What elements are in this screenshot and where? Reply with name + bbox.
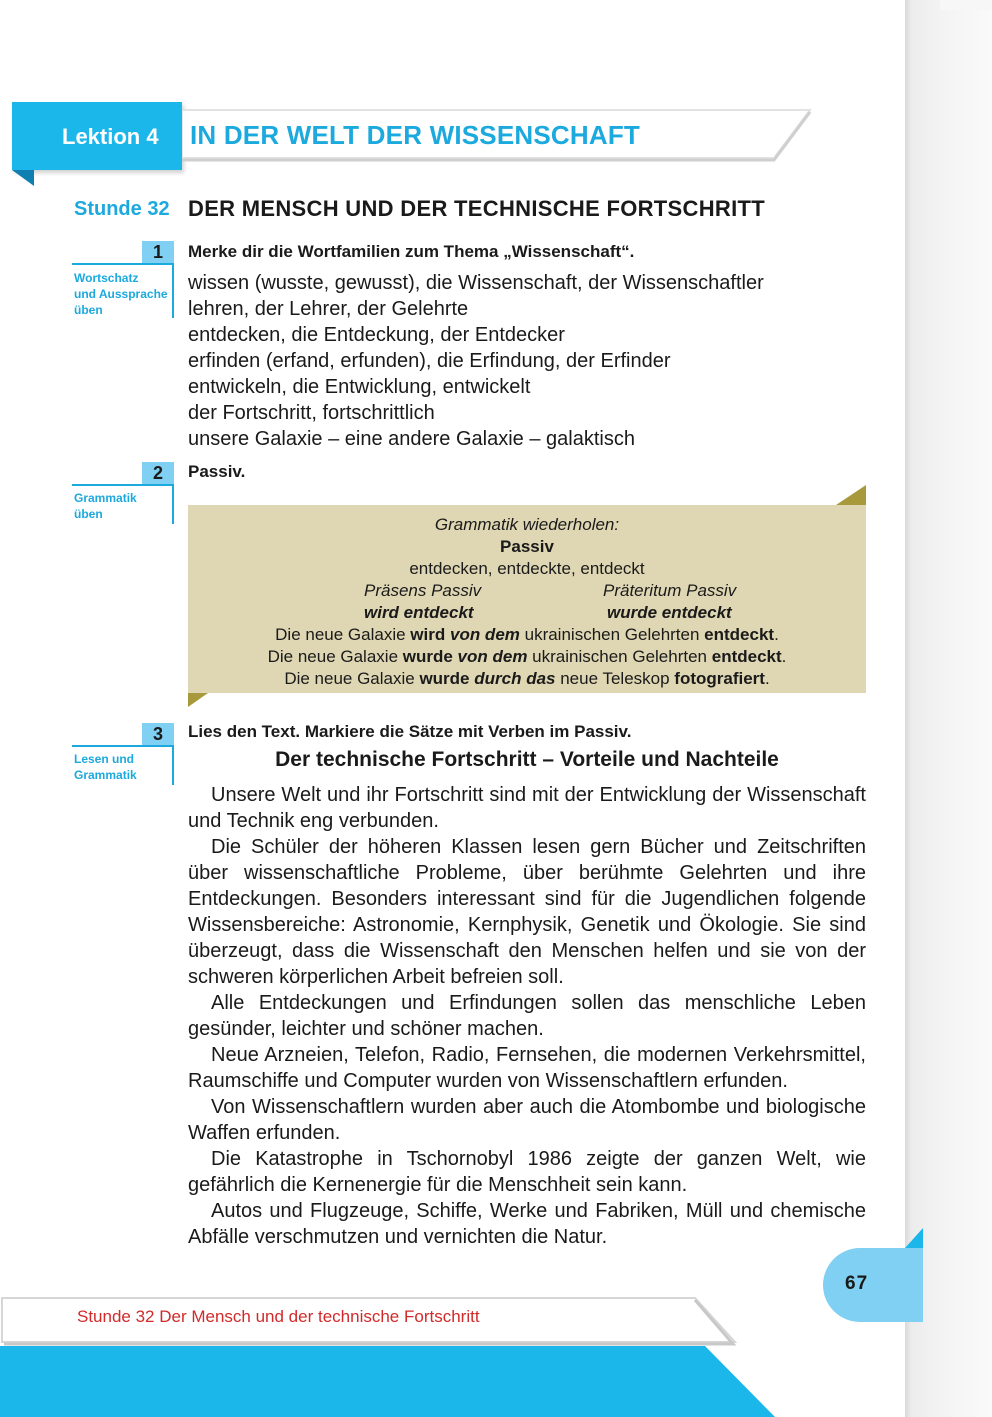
reading-text-title: Der technische Fortschritt – Vorteile und Nachteile: [275, 748, 779, 771]
word-family-line: unsere Galaxie – eine andere Galaxie – galaktisch: [188, 428, 635, 450]
grammar-verb-forms: entdecken, entdeckte, entdeckt: [409, 559, 645, 578]
exercise-1-rule: [72, 263, 174, 265]
reading-paragraph: Autos und Flugzeuge, Schiffe, Werke und Fabriken, Müll und chemische Abfälle verschmutzen und vernichten die Natur.: [188, 1200, 866, 1248]
footer-running-title: Stunde 32 Der Mensch und der technische Fortschritt: [77, 1307, 480, 1326]
lektion-label: Lektion 4: [62, 124, 159, 149]
word-family-line: entdecken, die Entdeckung, der Entdecker: [188, 324, 565, 346]
stunde-title: DER MENSCH UND DER TECHNISCHE FORTSCHRITT: [188, 196, 765, 221]
reading-paragraph: Die Schüler der höheren Klassen lesen gern Bücher und Zeitschriften über wissenschaftliche Probleme, über berühmte Gelehrten und ihre Entdeckungen. Besonders interessant sind für die Jugendlichen folgende Wissensbereiche: Astronomie, Kernphysik, Genetik und Ökologie. Sie sind überzeugt, dass die Wissenschaft den Menschen helfen und sie von der schweren körperlichen Arbeit befreien soll.: [188, 836, 866, 988]
exercise-2-rule: [72, 484, 174, 486]
word-family-line: erfinden (erfand, erfunden), die Erfindung, der Erfinder: [188, 350, 671, 372]
exercise-1-number: 1: [142, 241, 174, 263]
grammar-col2-label: Präteritum Passiv: [603, 581, 737, 600]
grammar-heading: Grammatik wiederholen:: [434, 515, 620, 534]
exercise-3-task: Lies den Text. Markiere die Sätze mit Verben im Passiv.: [188, 722, 632, 741]
grammar-col1-form: wird entdeckt: [364, 603, 474, 622]
word-family-line: entwickeln, die Entwicklung, entwickelt: [188, 376, 531, 398]
reading-paragraph: Unsere Welt und ihr Fortschritt sind mit der Entwicklung der Wissenschaft und Technik eng verbunden.: [188, 784, 866, 832]
grammar-example: Die neue Galaxie wurde durch das neue Teleskop fotografiert.: [284, 669, 770, 688]
grammar-col1-label: Präsens Passiv: [364, 581, 482, 600]
exercise-3-number: 3: [142, 723, 174, 745]
exercise-1-task: Merke dir die Wortfamilien zum Thema „Wissenschaft“.: [188, 242, 635, 261]
grammar-box-corner: [836, 485, 866, 505]
exercise-1-side-label: Wortschatz und Aussprache üben: [74, 271, 168, 317]
stunde-label: Stunde 32: [74, 198, 170, 220]
reading-paragraph: Alle Entdeckungen und Erfindungen sollen das menschliche Leben gesünder, leichter und schöner machen.: [188, 992, 866, 1040]
exercise-2-side-label: Grammatik üben: [74, 491, 137, 521]
exercise-3-side-label: Lesen und Grammatik: [74, 752, 137, 782]
grammar-box-corner: [188, 693, 208, 707]
page-spine-strip: [940, 0, 992, 10]
word-family-list: [188, 270, 888, 452]
page-number: 67: [845, 1273, 869, 1294]
exercise-2-number: 2: [142, 462, 174, 484]
page-spine: [905, 0, 992, 1417]
grammar-col2-form: wurde entdeckt: [607, 603, 732, 622]
word-family-line: der Fortschritt, fortschrittlich: [188, 402, 435, 424]
word-family-line: lehren, der Lehrer, der Gelehrte: [188, 298, 469, 320]
lektion-badge-fold: [12, 170, 34, 186]
word-family-line: wissen (wusste, gewusst), die Wissenschaft, der Wissenschaftler: [188, 272, 764, 294]
lektion-title: IN DER WELT DER WISSENSCHAFT: [190, 120, 640, 150]
reading-paragraph: Die Katastrophe in Tschornobyl 1986 zeigte der ganzen Welt, wie gefährlich die Kernenergie für die Menschheit sein kann.: [188, 1148, 866, 1196]
page-number-tab-fold: [905, 1228, 923, 1248]
reading-paragraph: Von Wissenschaftlern wurden aber auch die Atombombe und biologische Waffen erfunden.: [188, 1096, 866, 1144]
exercise-2-task: Passiv.: [188, 462, 246, 481]
grammar-topic: Passiv: [500, 537, 554, 556]
exercise-3-rule: [72, 745, 174, 747]
grammar-example: Die neue Galaxie wird von dem ukrainischen Gelehrten entdeckt.: [275, 625, 779, 644]
reading-paragraph: Neue Arzneien, Telefon, Radio, Fernsehen, die modernen Verkehrsmittel, Raumschiffe und Computer wurden von Wissenschaftlern erfunden.: [188, 1044, 866, 1092]
grammar-example: Die neue Galaxie wurde von dem ukrainischen Gelehrten entdeckt.: [267, 647, 787, 666]
